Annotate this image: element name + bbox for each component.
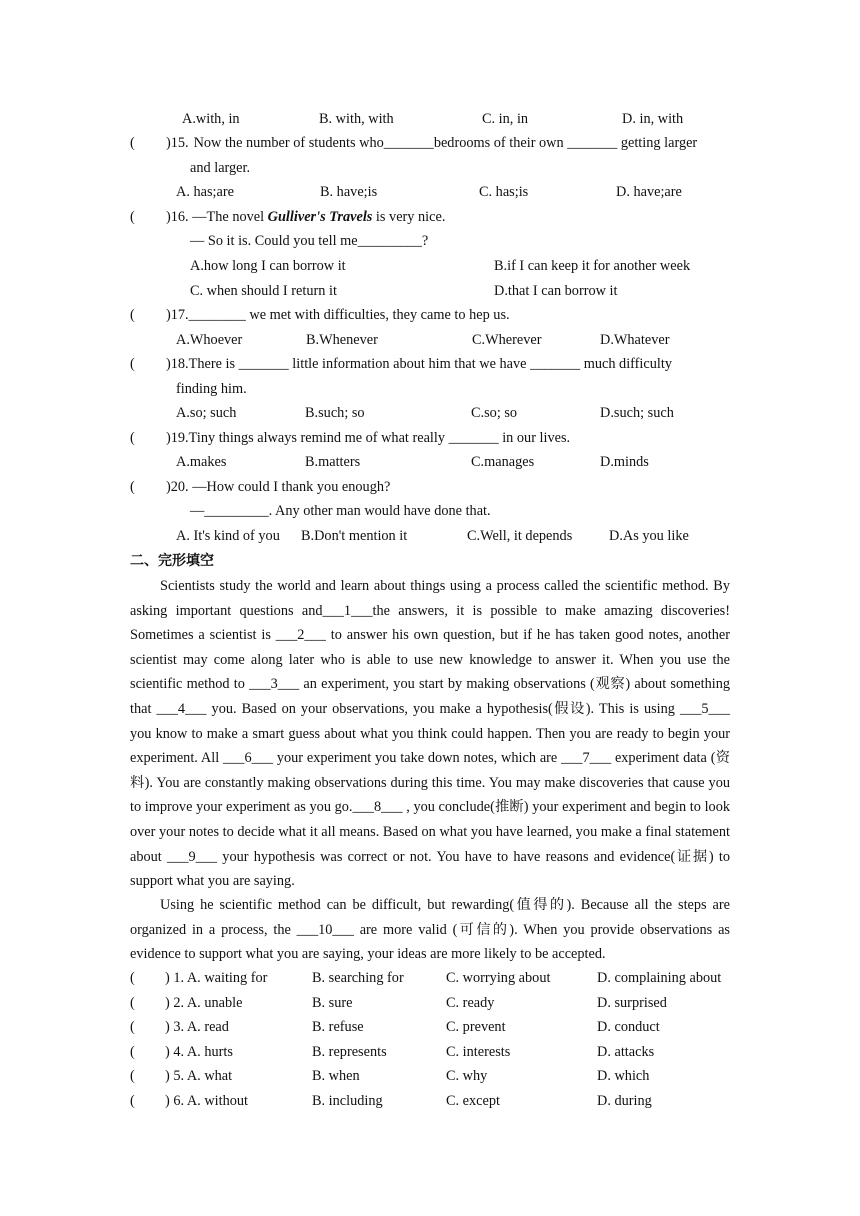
- cloze-item-3-paren: (: [130, 1019, 135, 1035]
- cloze-item-4-b: B. represents: [312, 1044, 387, 1060]
- cloze-passage-paragraph-1: Scientists study the world and learn about things using a process called the scientific method. By asking important questions and___1___the answers, it is possible to make amazing discoveries! Sometimes a scientist is ___2___ to answer his own question, but if he has taken good notes, another scientist may come along later who is able to use new knowledge to answer it. When you use the scientific method to ___3___ an experiment, you start by making observations (观察) about something that ___4___ you. Based on your observations, you make a hypothesis(假设). This is using ___5___ you know to make a smart guess about what you think could happen. Then you are ready to begin your experiment. All ___6___ your experiment you take down notes, which are ___7___ experiment data (资料). You are constantly making observations during this time. You may make discoveries that cause you to improve your experiment as you go.___8___ , you conclude(推断) your experiment and begin to look over your notes to decide what it all means. Based on what you have learned, you make a final statement about ___9___ your hypothesis was correct or not. You have to have reasons and evidence(证据) to support what you are saying.: [130, 578, 730, 890]
- q15-question: Now the number of students who_______bedrooms of their own _______ getting larger: [190, 135, 698, 151]
- cloze-item-2-d: D. surprised: [597, 995, 667, 1011]
- q18-option-c: C.so; so: [471, 405, 518, 421]
- q16-question: )16. —The novel Gulliver's Travels is very nice.: [166, 209, 446, 225]
- q17-option-c: C.Wherever: [472, 332, 542, 348]
- cloze-item-6-paren: (: [130, 1093, 135, 1109]
- cloze-item-6-c: C. except: [446, 1093, 500, 1109]
- q17-question: )17.________ we met with difficulties, they came to hep us.: [166, 307, 510, 323]
- q18-option-a: A.so; such: [176, 405, 237, 421]
- q19-question: )19.Tiny things always remind me of what really _______ in our lives.: [166, 430, 571, 446]
- q17-option-b: B.Whenever: [306, 332, 378, 348]
- cloze-item-2-num: ) 2. A. unable: [165, 995, 243, 1011]
- q20-option-c: C.Well, it depends: [467, 528, 573, 544]
- q18-question: )18.There is _______ little information about him that we have _______ much difficulty: [166, 356, 672, 372]
- q15-option-b: B. have;is: [320, 184, 378, 200]
- q15-option-d: D. have;are: [616, 184, 682, 200]
- q20-option-b: B.Don't mention it: [301, 528, 408, 544]
- q14-option-c: C. in, in: [482, 111, 529, 127]
- q15-number: )15.: [166, 135, 189, 151]
- q19-option-a: A.makes: [176, 454, 227, 470]
- cloze-item-1-b: B. searching for: [312, 970, 404, 986]
- cloze-item-6-num: ) 6. A. without: [165, 1093, 249, 1109]
- q15-option-c: C. has;is: [479, 184, 529, 200]
- q19-option-c: C.manages: [471, 454, 535, 470]
- cloze-item-2-b: B. sure: [312, 995, 353, 1011]
- q16-option-b: B.if I can keep it for another week: [494, 258, 691, 274]
- cloze-item-3-c: C. prevent: [446, 1019, 506, 1035]
- q16-option-d: D.that I can borrow it: [494, 283, 618, 299]
- q16-option-a: A.how long I can borrow it: [190, 258, 346, 274]
- q20-question: )20. —How could I thank you enough?: [166, 479, 391, 495]
- cloze-item-1-paren: (: [130, 970, 135, 986]
- cloze-item-1-d: D. complaining about: [597, 970, 722, 986]
- q18-option-d: D.such; such: [600, 405, 674, 421]
- q17-paren: (: [130, 307, 135, 323]
- cloze-item-4-d: D. attacks: [597, 1044, 655, 1060]
- q20-reply: —_________. Any other man would have done that.: [190, 503, 491, 519]
- cloze-item-5-b: B. when: [312, 1068, 360, 1084]
- cloze-item-5-c: C. why: [446, 1068, 488, 1084]
- q16-option-c: C. when should I return it: [190, 283, 337, 299]
- cloze-item-4-paren: (: [130, 1044, 135, 1060]
- cloze-item-3-b: B. refuse: [312, 1019, 364, 1035]
- q19-option-b: B.matters: [305, 454, 361, 470]
- cloze-item-3-num: ) 3. A. read: [165, 1019, 229, 1035]
- q14-option-d: D. in, with: [622, 111, 684, 127]
- q20-option-d: D.As you like: [609, 528, 689, 544]
- q14-option-b: B. with, with: [319, 111, 394, 127]
- q17-option-d: D.Whatever: [600, 332, 670, 348]
- q18-option-b: B.such; so: [305, 405, 365, 421]
- cloze-item-2-c: C. ready: [446, 995, 495, 1011]
- q16-reply: — So it is. Could you tell me_________?: [190, 233, 429, 249]
- cloze-item-5-d: D. which: [597, 1068, 650, 1084]
- q17-option-a: A.Whoever: [176, 332, 243, 348]
- q18-paren: (: [130, 356, 135, 372]
- q15-option-a: A. has;are: [176, 184, 234, 200]
- q18-question-cont: finding him.: [176, 381, 247, 397]
- q20-paren: (: [130, 479, 135, 495]
- q15-paren: (: [130, 135, 135, 151]
- cloze-passage-paragraph-2: Using he scientific method can be difficult, but rewarding(值得的). Because all the steps are organized in a process, the ___10___ are more valid (可信的). When you provide observations as evidence to support what you are saying, your ideas are more likely to be accepted.: [130, 897, 730, 963]
- q16-paren: (: [130, 209, 135, 225]
- cloze-item-4-c: C. interests: [446, 1044, 511, 1060]
- cloze-item-4-num: ) 4. A. hurts: [165, 1044, 233, 1060]
- section-title-cloze: 二、完形填空: [130, 553, 214, 569]
- cloze-item-6-b: B. including: [312, 1093, 383, 1109]
- cloze-item-2-paren: (: [130, 995, 135, 1011]
- q15-question-cont: and larger.: [190, 160, 251, 176]
- cloze-item-5-num: ) 5. A. what: [165, 1068, 233, 1084]
- cloze-item-3-d: D. conduct: [597, 1019, 660, 1035]
- cloze-item-1-c: C. worrying about: [446, 970, 551, 986]
- q19-paren: (: [130, 430, 135, 446]
- q14-option-a: A.with, in: [182, 111, 240, 127]
- q20-option-a: A. It's kind of you: [176, 528, 280, 544]
- cloze-item-6-d: D. during: [597, 1093, 652, 1109]
- cloze-item-5-paren: (: [130, 1068, 135, 1084]
- q19-option-d: D.minds: [600, 454, 649, 470]
- cloze-item-1-num: ) 1. A. waiting for: [165, 970, 268, 986]
